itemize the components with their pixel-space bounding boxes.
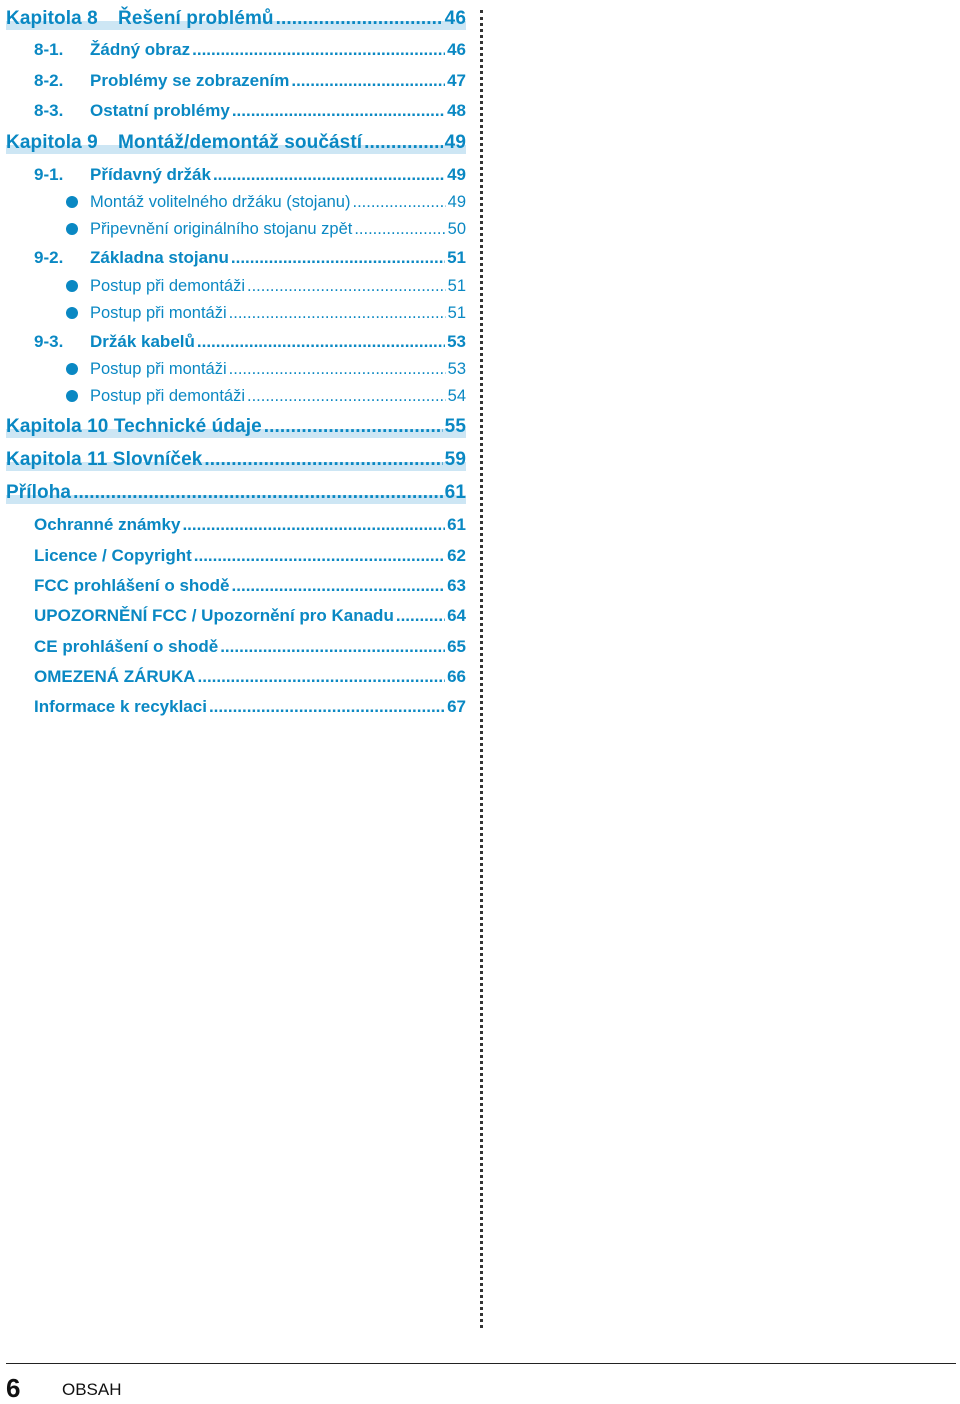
toc-entry-title: FCC prohlášení o shodě: [34, 576, 230, 595]
dot-leader: [192, 40, 445, 60]
footer-rule: [6, 1363, 956, 1364]
column-divider: [480, 10, 483, 1328]
toc-entry-chapter[interactable]: [0, 6, 466, 32]
toc-entry-title: CE prohlášení o shodě: [34, 637, 219, 656]
toc-entry-title: Postup při demontáži: [90, 276, 246, 295]
toc-entry-appendix[interactable]: [0, 694, 466, 720]
toc-entry-title: Kapitola 10 Technické údaje: [6, 416, 262, 437]
toc-entry-page: 55: [444, 416, 466, 437]
toc-entry-page: 53: [447, 359, 466, 378]
dot-leader: [220, 637, 445, 657]
dot-leader: [229, 304, 446, 323]
dot-leader: [213, 165, 445, 185]
toc-entry-section[interactable]: [0, 245, 466, 271]
toc-entry-chapter[interactable]: [0, 480, 466, 506]
toc-entry-title: OMEZENÁ ZÁRUKA: [34, 667, 196, 686]
toc-entry-appendix[interactable]: [0, 512, 466, 538]
toc-entry-page: 63: [447, 576, 466, 595]
dot-leader: [291, 71, 445, 91]
toc-entry-sub[interactable]: [0, 300, 466, 326]
toc-entry-page: 54: [447, 386, 466, 405]
toc-entry-appendix[interactable]: [0, 543, 466, 569]
toc-entry-page: 51: [447, 276, 466, 295]
toc-entry-title: Montáž/demontáž součástí: [118, 132, 363, 153]
toc-entry-title: Základna stojanu: [90, 248, 229, 267]
bullet-icon: [66, 280, 78, 292]
bullet-icon: [66, 363, 78, 375]
toc-entry-title: UPOZORNĚNÍ FCC / Upozornění pro Kanadu: [34, 606, 394, 625]
dot-leader: [396, 606, 445, 626]
dot-leader: [209, 697, 445, 717]
toc-entry-page: 48: [447, 101, 466, 120]
toc-entry-title: Držák kabelů: [90, 332, 195, 351]
dot-leader: [264, 416, 443, 438]
toc-entry-page: 67: [447, 697, 466, 716]
toc-entry-title: Připevnění originálního stojanu zpět: [90, 219, 353, 238]
toc-entry-title: Licence / Copyright: [34, 546, 192, 565]
toc-entry-title: Kapitola 11 Slovníček: [6, 449, 203, 470]
toc-entry-page: 66: [447, 667, 466, 686]
dot-leader: [204, 449, 442, 471]
section-name: OBSAH: [62, 1380, 122, 1399]
toc-entry-appendix[interactable]: [0, 664, 466, 690]
toc-entry-number: Kapitola 9: [6, 132, 98, 153]
toc-entry-appendix[interactable]: [0, 603, 466, 629]
dot-leader: [354, 220, 445, 239]
bullet-icon: [66, 223, 78, 235]
toc-entry-number: 8-3.: [34, 101, 64, 120]
toc-entry-page: 51: [447, 303, 466, 322]
toc-entry-title: Ochranné známky: [34, 515, 181, 534]
toc-entry-page: 59: [444, 449, 466, 470]
dot-leader: [247, 277, 446, 296]
toc-entry-number: 8-2.: [34, 71, 64, 90]
toc-entry-title: Žádný obraz: [90, 40, 191, 59]
toc-entry-sub[interactable]: [0, 216, 466, 242]
dot-leader: [364, 132, 443, 154]
bullet-icon: [66, 307, 78, 319]
toc-entry-title: Montáž volitelného držáku (stojanu): [90, 192, 351, 211]
toc-entry-title: Postup při montáži: [90, 303, 227, 322]
toc-entry-title: Přídavný držák: [90, 165, 211, 184]
toc-entry-page: 49: [444, 132, 466, 153]
toc-entry-chapter[interactable]: [0, 447, 466, 473]
bullet-icon: [66, 196, 78, 208]
toc-entry-appendix[interactable]: [0, 573, 466, 599]
toc-entry-section[interactable]: [0, 162, 466, 188]
toc-entry-page: 65: [447, 637, 466, 656]
dot-leader: [73, 482, 443, 504]
toc-entry-title: Postup při montáži: [90, 359, 227, 378]
toc-entry-sub[interactable]: [0, 383, 466, 409]
toc-entry-page: 62: [447, 546, 466, 565]
toc-entry-page: 64: [447, 606, 466, 625]
toc-entry-sub[interactable]: [0, 189, 466, 215]
dot-leader: [198, 667, 446, 687]
toc-entry-chapter[interactable]: [0, 414, 466, 440]
toc-entry-page: 46: [447, 40, 466, 59]
toc-entry-number: 8-1.: [34, 40, 64, 59]
toc-entry-section[interactable]: [0, 68, 466, 94]
toc-entry-title: Informace k recyklaci: [34, 697, 207, 716]
toc-entry-section[interactable]: [0, 37, 466, 63]
dot-leader: [247, 387, 446, 406]
toc-entry-page: 47: [447, 71, 466, 90]
dot-leader: [197, 332, 445, 352]
toc-entry-number: 9-3.: [34, 332, 64, 351]
dot-leader: [194, 546, 445, 566]
toc-entry-number: 9-2.: [34, 248, 64, 267]
toc-entry-chapter[interactable]: [0, 130, 466, 156]
toc-entry-title: Problémy se zobrazením: [90, 71, 290, 90]
toc-entry-title: Ostatní problémy: [90, 101, 230, 120]
toc-entry-sub[interactable]: [0, 356, 466, 382]
toc-entry-section[interactable]: [0, 98, 466, 124]
toc-entry-title: Řešení problémů: [118, 8, 274, 29]
toc-entry-page: 53: [447, 332, 466, 351]
dot-leader: [352, 193, 445, 212]
toc-entry-sub[interactable]: [0, 273, 466, 299]
toc-entry-page: 61: [444, 482, 466, 503]
toc-entry-title: Postup při demontáži: [90, 386, 246, 405]
dot-leader: [182, 515, 445, 535]
dot-leader: [229, 360, 446, 379]
toc-entry-number: 9-1.: [34, 165, 64, 184]
toc-entry-page: 61: [447, 515, 466, 534]
bullet-icon: [66, 390, 78, 402]
toc-entry-number: Kapitola 8: [6, 8, 98, 29]
toc-entry-page: 49: [447, 165, 466, 184]
toc-entry-page: 51: [447, 248, 466, 267]
toc-entry-page: 46: [444, 8, 466, 29]
toc-entry-page: 49: [447, 192, 466, 211]
dot-leader: [232, 101, 445, 121]
toc-entry-section[interactable]: [0, 329, 466, 355]
toc-entry-page: 50: [447, 219, 466, 238]
toc-entry-title: Příloha: [6, 482, 72, 503]
dot-leader: [232, 576, 446, 596]
page-number: 6: [6, 1373, 21, 1403]
dot-leader: [276, 8, 443, 30]
dot-leader: [231, 248, 445, 268]
toc-entry-appendix[interactable]: [0, 634, 466, 660]
